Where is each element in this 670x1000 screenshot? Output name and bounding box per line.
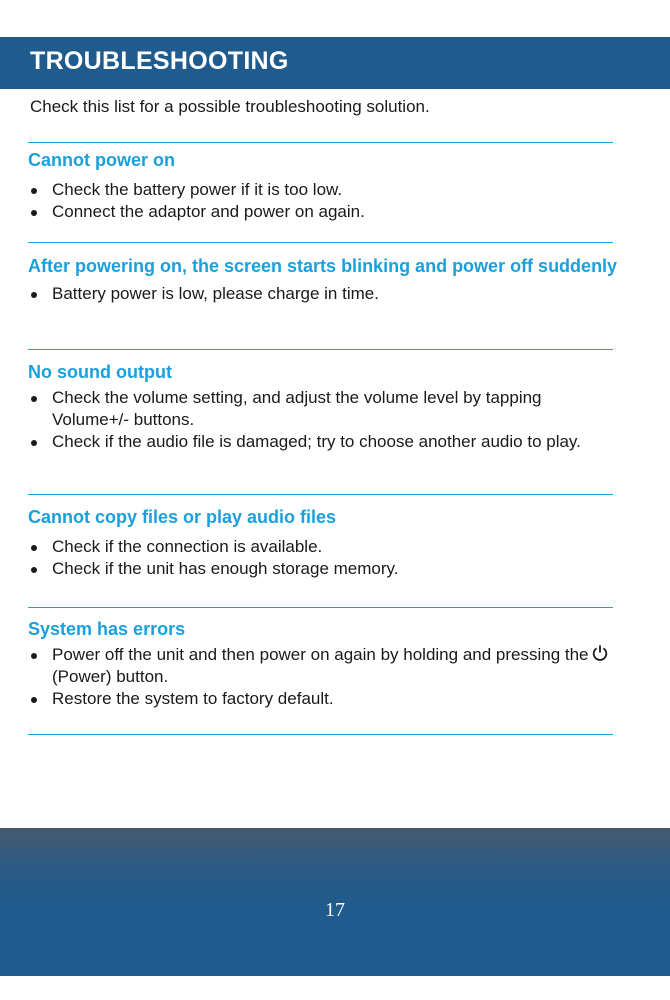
divider: [28, 349, 613, 350]
section-screen-blinking: [28, 255, 618, 305]
bullet-icon: [31, 292, 37, 298]
section-title: System has errors: [28, 619, 186, 639]
list-item: [28, 688, 618, 710]
list-item: [28, 283, 618, 305]
bullet-list: [28, 387, 618, 453]
list-item: [28, 558, 618, 580]
section-cannot-power-on: [28, 149, 618, 223]
list-item-text: Check if the connection is available.: [52, 537, 323, 556]
bullet-icon: [31, 545, 37, 551]
page-title: TROUBLESHOOTING: [30, 47, 289, 75]
list-item-text: Check the volume setting, and adjust the volume level by tapping Volume+/- buttons.: [52, 388, 542, 429]
list-item-text: Check if the audio file is damaged; try to choose another audio to play.: [52, 432, 581, 451]
bullet-icon: [31, 567, 37, 573]
bullet-icon: [31, 440, 37, 446]
bullet-icon: [31, 188, 37, 194]
divider: [28, 242, 613, 243]
intro-text: Check this list for a possible troubleshooting solution.: [30, 97, 430, 116]
divider: [28, 494, 613, 495]
list-item-text: Check if the unit has enough storage memory.: [52, 559, 399, 578]
divider: [28, 142, 613, 143]
section-no-sound-output: [28, 361, 618, 453]
list-item-text: Connect the adaptor and power on again.: [52, 202, 365, 221]
list-item: [28, 201, 618, 223]
bullet-icon: [31, 697, 37, 703]
bullet-icon: [31, 653, 37, 659]
bullet-list: [28, 179, 618, 223]
divider: [28, 607, 613, 608]
bullet-icon: [31, 210, 37, 216]
bullet-list: [28, 283, 618, 305]
section-system-has-errors: [28, 618, 618, 710]
list-item: [28, 179, 618, 201]
bullet-icon: [31, 396, 37, 402]
list-item: [28, 387, 618, 431]
list-item-text: (Power) button.: [52, 667, 169, 686]
divider: [28, 734, 613, 735]
bullet-list: [28, 536, 618, 580]
list-item-text: Power off the unit and then power on again by holding and pressing the: [52, 645, 589, 664]
header-bar: [0, 37, 670, 89]
page-number: 17: [325, 899, 345, 921]
list-item: [28, 536, 618, 558]
section-title: Cannot power on: [28, 150, 175, 170]
section-title: Cannot copy files or play audio files: [28, 507, 337, 527]
list-item-text: Check the battery power if it is too low.: [52, 180, 343, 199]
section-title: No sound output: [28, 362, 172, 382]
section-cannot-copy-files: [28, 506, 618, 580]
bullet-list: [28, 644, 618, 710]
list-item: [28, 644, 618, 688]
footer-bar: [0, 828, 670, 976]
list-item: [28, 431, 618, 453]
list-item-text: Restore the system to factory default.: [52, 689, 334, 708]
power-icon: [591, 644, 609, 662]
list-item-text: Battery power is low, please charge in time.: [52, 284, 379, 303]
section-title: After powering on, the screen starts blinking and power off suddenly: [28, 256, 618, 276]
